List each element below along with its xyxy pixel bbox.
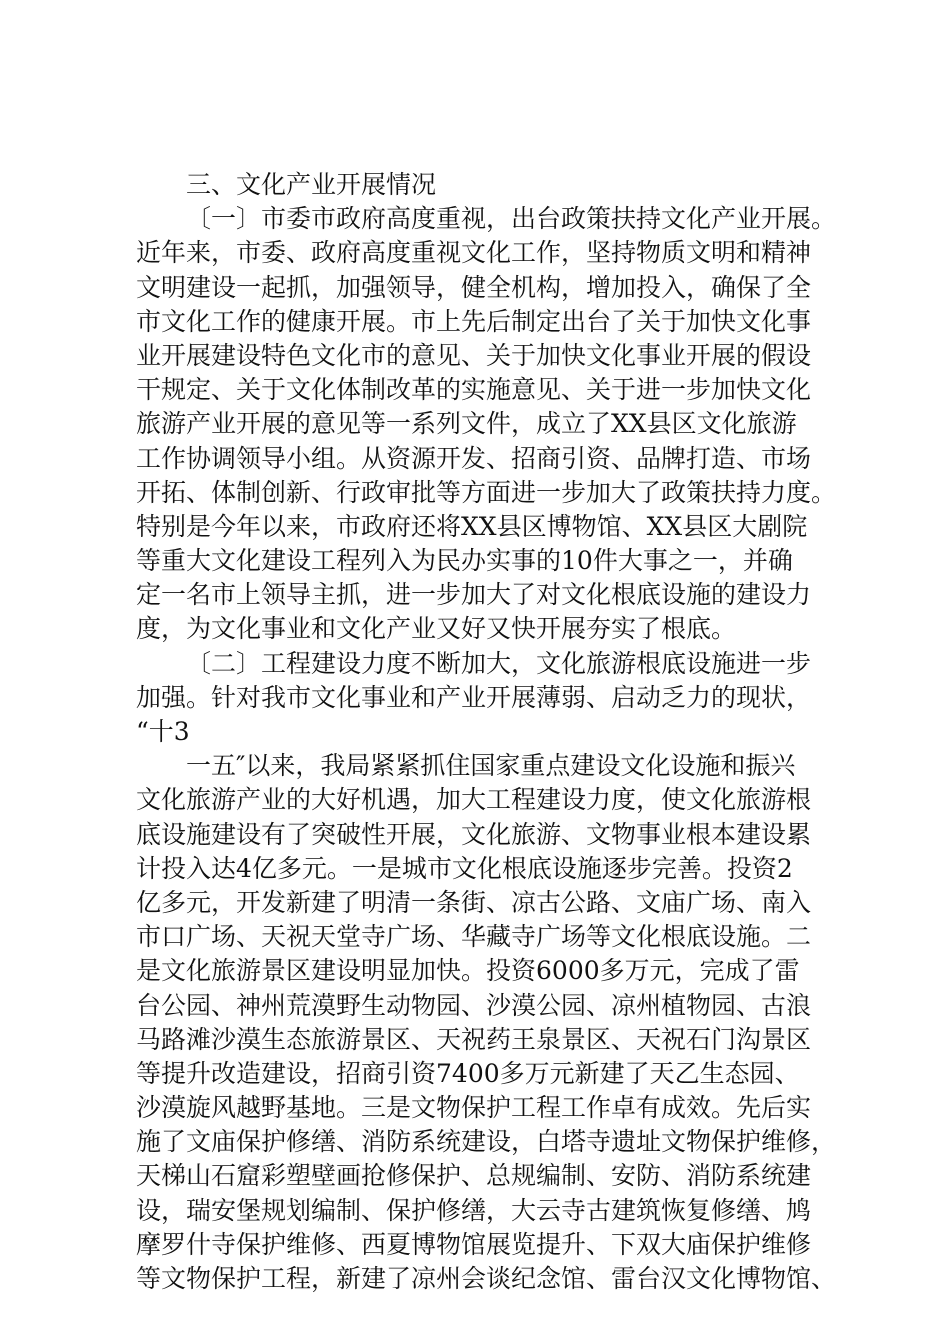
document-body xyxy=(136,168,836,1296)
text-line: 一五″以来，我局紧紧抓住国家重点建设文化设施和振兴 xyxy=(186,751,796,781)
text-line: 三、文化产业开展情况 xyxy=(186,170,437,199)
text-line: 台公园、神州荒漠野生动物园、沙漠公园、凉州植物园、古浪 xyxy=(136,990,812,1020)
text-line: 加强。针对我市文化事业和产业开展薄弱、启动乏力的现状， xyxy=(136,682,812,712)
text-line: 文化旅游产业的大好机遇，加大工程建设力度，使文化旅游根 xyxy=(136,785,812,815)
text-line: 天梯山石窟彩塑壁画抢修保护、总规编制、安防、消防系统建 xyxy=(136,1161,812,1191)
text-line: 业开展建设特色文化市的意见、关于加快文化事业开展的假设 xyxy=(136,340,812,370)
text-line: 旅游产业开展的意见等一系列文件，成立了XX县区文化旅游 xyxy=(136,409,797,439)
text-line: 工作协调领导小组。从资源开发、招商引资、品牌打造、市场 xyxy=(136,443,812,473)
text-line: 摩罗什寺保护维修、西夏博物馆展览提升、下双大庙保护维修 xyxy=(136,1229,812,1259)
text-line: 设，瑞安堡规划编制、保护修缮，大云寺古建筑恢复修缮、鸠 xyxy=(136,1195,812,1225)
text-line: 〔一〕市委市政府高度重视，出台政策扶持文化产业开展。 xyxy=(186,204,836,234)
text-line: 亿多元，开发新建了明清一条街、凉古公路、文庙广场、南入 xyxy=(136,887,812,917)
text-line: 沙漠旋风越野基地。三是文物保护工程工作卓有成效。先后实 xyxy=(136,1093,812,1123)
text-line: 计投入达4亿多元。一是城市文化根底设施逐步完善。投资2 xyxy=(136,853,793,883)
text-line: 市文化工作的健康开展。市上先后制定出台了关于加快文化事 xyxy=(136,306,812,336)
text-line: 〔二〕工程建设力度不断加大，文化旅游根底设施进一步 xyxy=(186,648,812,678)
text-line: 等提升改造建设，招商引资7400多万元新建了天乙生态园、 xyxy=(136,1058,800,1088)
text-line: 等文物保护工程，新建了凉州会谈纪念馆、雷台汉文化博物馆、 xyxy=(136,1264,836,1293)
text-line: 是文化旅游景区建设明显加快。投资6000多万元，完成了雷 xyxy=(136,956,800,986)
text-line: 度，为文化事业和文化产业又好又快开展夯实了根底。 xyxy=(136,614,737,644)
text-line: 干规定、关于文化体制改革的实施意见、关于进一步加快文化 xyxy=(136,375,812,405)
text-line: 马路滩沙漠生态旅游景区、天祝药王泉景区、天祝石门沟景区 xyxy=(136,1024,812,1054)
text-line: 施了文庙保护修缮、消防系统建设，白塔寺遗址文物保护维修， xyxy=(136,1127,836,1157)
text-line: 开拓、体制创新、行政审批等方面进一步加大了政策扶持力度。 xyxy=(136,477,836,507)
text-line: 等重大文化建设工程列入为民办实事的10件大事之一，并确 xyxy=(136,546,793,576)
text-line: 市口广场、天祝天堂寺广场、华藏寺广场等文化根底设施。二 xyxy=(136,922,812,952)
text-line: 底设施建设有了突破性开展，文化旅游、文物事业根本建设累 xyxy=(136,819,812,849)
text-line: “十3 xyxy=(136,717,190,746)
text-line: 近年来，市委、政府高度重视文化工作，坚持物质文明和精神 xyxy=(136,238,812,268)
text-line: 特别是今年以来，市政府还将XX县区博物馆、XX县区大剧院 xyxy=(136,511,808,541)
text-line: 定一名市上领导主抓，进一步加大了对文化根底设施的建设力 xyxy=(136,580,812,610)
text-line: 文明建设一起抓，加强领导，健全机构，增加投入，确保了全 xyxy=(136,272,812,302)
